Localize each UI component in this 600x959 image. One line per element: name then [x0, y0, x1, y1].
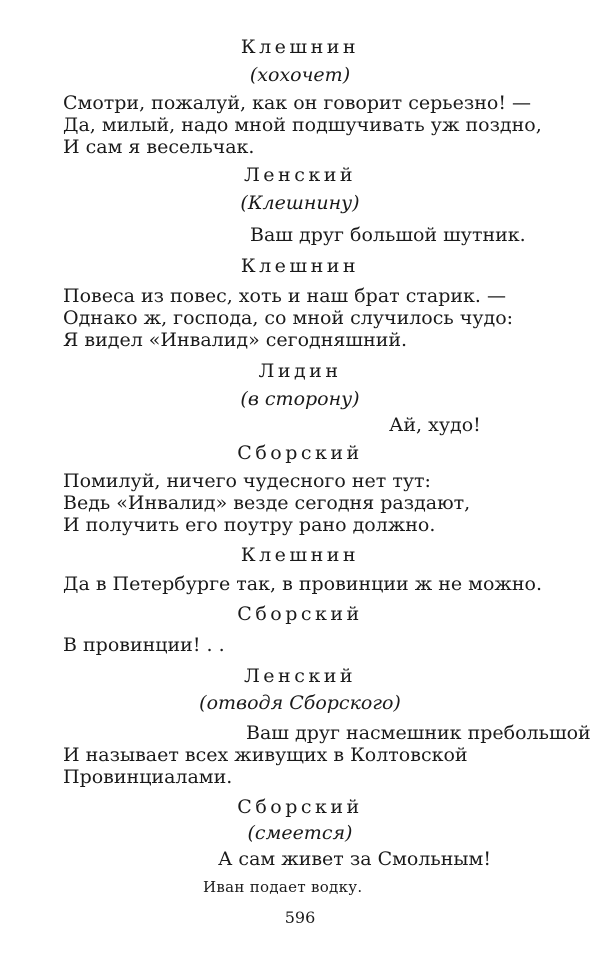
verse-line: А сам живет за Смольным!: [218, 848, 491, 870]
verse-line: В провинции! . .: [63, 634, 225, 656]
verse-line: И получить его поутру рано должно.: [63, 514, 436, 536]
verse-line: И сам я весельчак.: [63, 136, 255, 158]
verse-line: Да в Петербурге так, в провинции ж не можно.: [63, 573, 543, 595]
speaker-name: Клешнин: [240, 255, 360, 277]
speaker-name: Сборский: [237, 603, 363, 625]
speaker-name: Ленский: [243, 665, 357, 687]
speaker-name: Клешнин: [240, 544, 360, 566]
speaker-name: Сборский: [237, 796, 363, 818]
verse-line: Ваш друг большой шутник.: [250, 224, 526, 246]
verse-line: Ваш друг насмешник пребольшой: [246, 722, 591, 744]
verse-line: Повеса из повес, хоть и наш брат старик. —: [63, 285, 506, 307]
verse-line: Провинциалами.: [63, 766, 233, 788]
verse-line: Я видел «Инвалид» сегодняшний.: [63, 329, 408, 351]
verse-line: Однако ж, господа, со мной случилось чудо:: [63, 307, 514, 329]
stage-remark: Иван подает водку.: [203, 878, 363, 896]
speaker-name: Лидин: [258, 360, 342, 382]
speaker-name: Ленский: [243, 164, 357, 186]
verse-line: И называет всех живущих в Колтовской: [63, 744, 468, 766]
speaker-name: Клешнин: [240, 36, 360, 58]
verse-line: Помилуй, ничего чудесного нет тут:: [63, 470, 431, 492]
stage-direction: (Клешнину): [240, 192, 360, 214]
stage-direction: (хохочет): [249, 64, 351, 86]
stage-direction: (смеется): [247, 822, 353, 844]
verse-line: Ай, худо!: [389, 414, 481, 436]
page-number: 596: [284, 908, 316, 927]
verse-line: Смотри, пожалуй, как он говорит серьезно! —: [63, 92, 532, 114]
verse-line: Ведь «Инвалид» везде сегодня раздают,: [63, 492, 471, 514]
speaker-name: Сборский: [237, 442, 363, 464]
verse-line: Да, милый, надо мной подшучивать уж поздно,: [63, 114, 542, 136]
stage-direction: (в сторону): [240, 388, 360, 410]
stage-direction: (отводя Сборского): [199, 692, 401, 714]
